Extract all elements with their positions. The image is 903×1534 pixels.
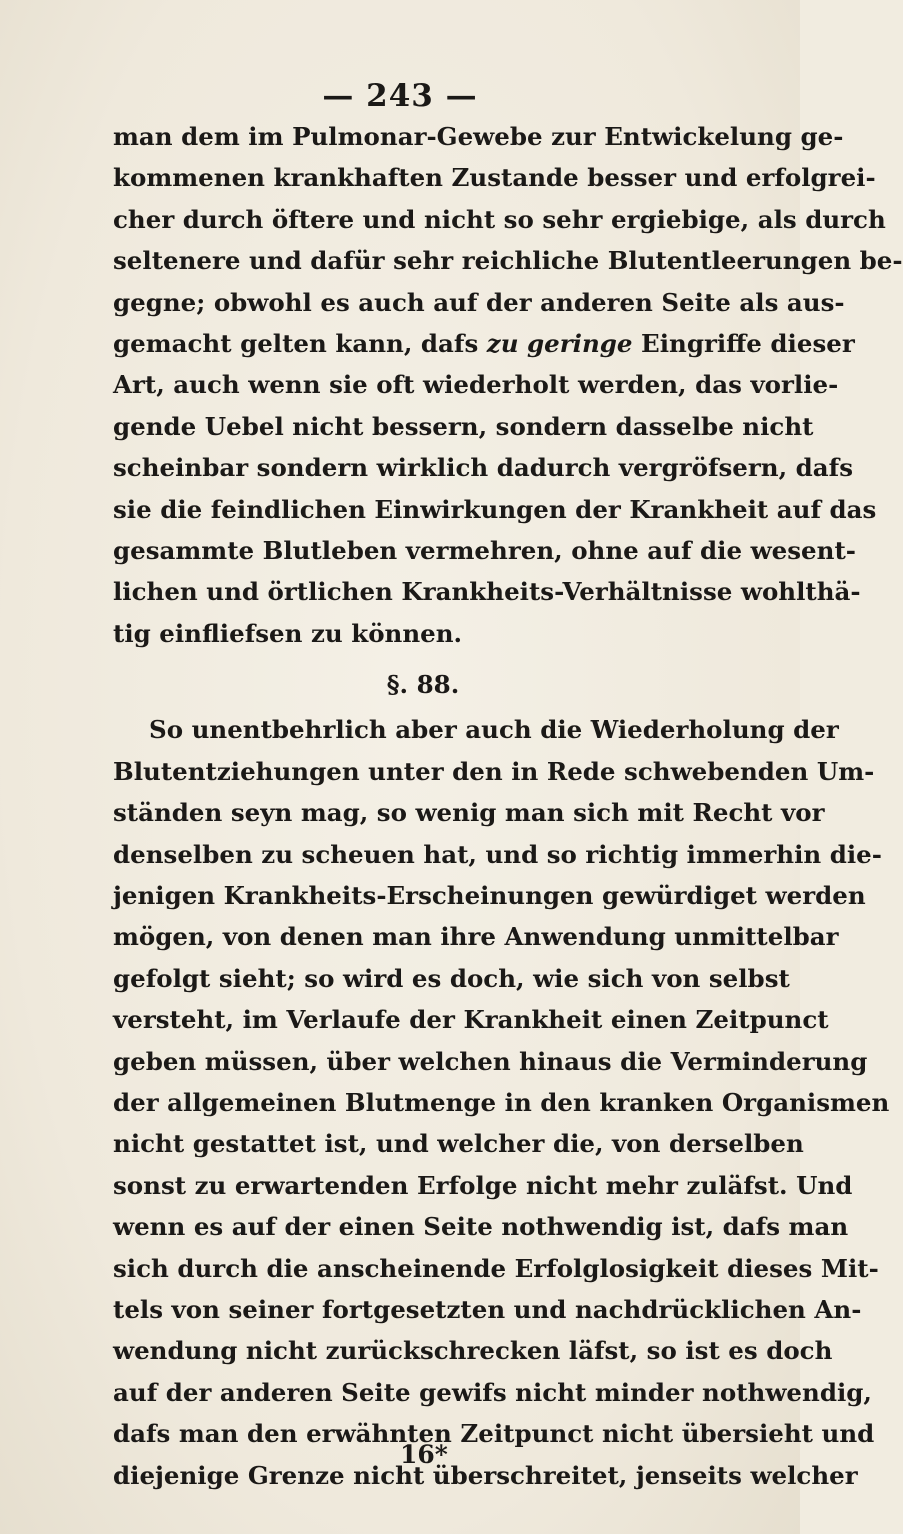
text-line: geben müssen, über welchen hinaus die Verminderung xyxy=(113,1046,868,1076)
text-line: cher durch öftere und nicht so sehr ergiebige, als durch xyxy=(113,204,886,234)
text-line: tig einfliefsen zu können. xyxy=(113,618,463,648)
text-line: tels von seiner fortgesetzten und nachdrücklichen An- xyxy=(113,1294,862,1324)
text-line: ständen seyn mag, so wenig man sich mit Recht vor xyxy=(113,798,825,828)
text-segment: gemacht gelten kann, dafs xyxy=(113,328,479,358)
text-line: wenn es auf der einen Seite nothwendig ist, dafs man xyxy=(113,1212,849,1242)
text-line-with-emphasis xyxy=(113,323,855,364)
text-line: So unentbehrlich aber auch die Wiederholung der xyxy=(149,715,839,745)
text-line: sich durch die anscheinende Erfolglosigkeit dieses Mit- xyxy=(113,1253,879,1283)
text-line: man dem im Pulmonar-Gewebe zur Entwickelung ge- xyxy=(113,122,844,151)
text-line: dafs man den erwähnten Zeitpunct nicht übersieht und xyxy=(113,1419,875,1449)
text-line: gegne; obwohl es auch auf der anderen Seite als aus- xyxy=(113,287,845,317)
body-text xyxy=(113,116,903,1496)
text-line: seltenere und dafür sehr reichliche Blutentleerungen be- xyxy=(113,246,903,276)
text-line: auf der anderen Seite gewifs nicht minder nothwendig, xyxy=(113,1377,872,1407)
text-line: versteht, im Verlaufe der Krankheit einen Zeitpunct xyxy=(113,1005,829,1035)
text-line: diejenige Grenze nicht überschreitet, jenseits welcher xyxy=(113,1460,858,1490)
text-line: nicht gestattet ist, und welcher die, von derselben xyxy=(113,1129,804,1159)
text-line: scheinbar sondern wirklich dadurch vergröfsern, dafs xyxy=(113,453,854,483)
text-line: sonst zu erwartenden Erfolge nicht mehr zuläfst. Und xyxy=(113,1170,853,1200)
text-line: denselben zu scheuen hat, und so richtig immerhin die- xyxy=(113,839,882,869)
text-line: mögen, von denen man ihre Anwendung unmittelbar xyxy=(113,922,839,952)
text-segment: Eingriffe dieser xyxy=(641,328,855,358)
text-line: Blutentziehungen unter den in Rede schwebenden Um- xyxy=(113,756,875,786)
text-line: kommenen krankhaften Zustande besser und erfolgrei- xyxy=(113,163,876,193)
text-line: jenigen Krankheits-Erscheinungen gewürdiget werden xyxy=(113,881,866,911)
section-heading: §. 88. xyxy=(386,670,460,700)
text-line: gende Uebel nicht bessern, sondern dasselbe nicht xyxy=(113,411,814,441)
text-line: der allgemeinen Blutmenge in den kranken Organismen xyxy=(113,1087,890,1117)
page-number-header: — 243 — xyxy=(322,78,478,114)
text-line: lichen und örtlichen Krankheits-Verhältnisse wohlthä- xyxy=(113,577,861,607)
text-line: wendung nicht zurückschrecken läfst, so ist es doch xyxy=(113,1336,833,1366)
signature-mark: 16* xyxy=(400,1440,448,1469)
emphasized-text: zu geringe xyxy=(486,328,633,358)
text-line: Art, auch wenn sie oft wiederholt werden, das vorlie- xyxy=(113,370,839,400)
text-line: gefolgt sieht; so wird es doch, wie sich von selbst xyxy=(113,963,790,993)
text-line: gesammte Blutleben vermehren, ohne auf die wesent- xyxy=(113,535,856,565)
text-line: sie die feindlichen Einwirkungen der Krankheit auf das xyxy=(113,494,877,524)
